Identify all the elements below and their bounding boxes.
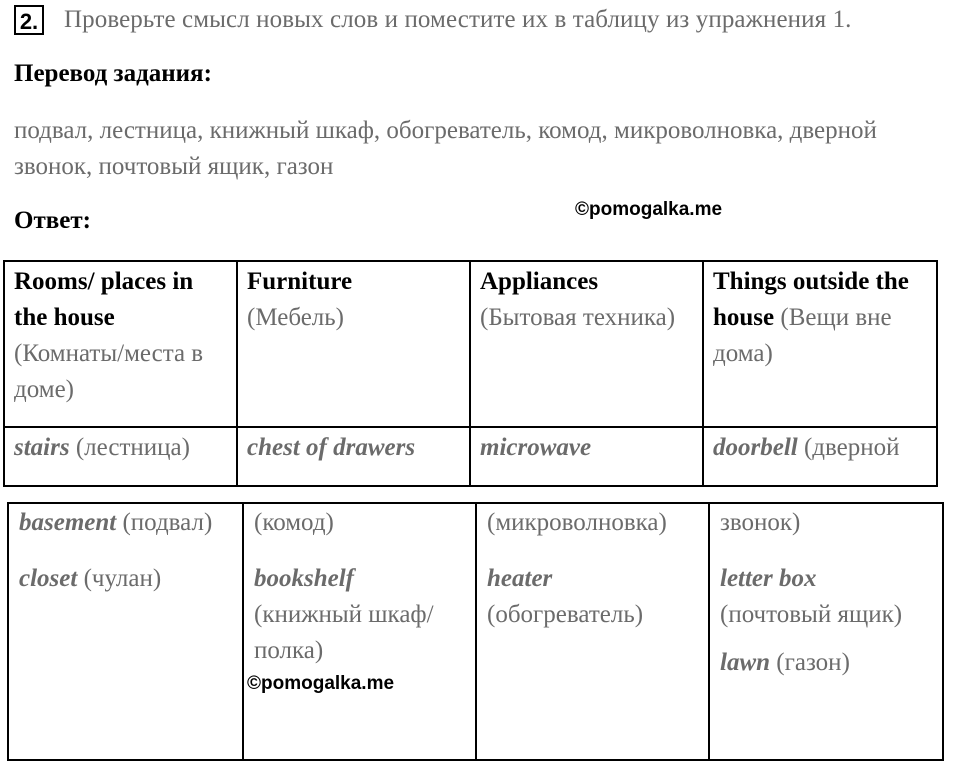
- word-translation: (дверной: [803, 434, 900, 461]
- table-cell: [703, 427, 937, 486]
- task-number-box: 2.: [14, 5, 44, 35]
- answer-heading: Ответ:: [14, 207, 91, 234]
- word-english: basement: [19, 509, 117, 536]
- answer-table-top: [3, 260, 938, 487]
- answer-table-bottom: [7, 502, 944, 761]
- table-row: [4, 427, 937, 486]
- task-line: [14, 3, 852, 37]
- header-cell-appliances: [470, 261, 703, 427]
- word-english: chest of drawers: [247, 434, 416, 461]
- word-translation: (обогреватель): [487, 601, 644, 628]
- table-cell-rooms: [8, 503, 243, 760]
- watermark: ©pomogalka.me: [575, 199, 723, 220]
- word-translation: (книжный шкаф/полка): [254, 601, 434, 664]
- translation-heading: Перевод задания:: [14, 60, 212, 87]
- word-translation: (почтовый ящик): [720, 601, 903, 628]
- header-title: Things outside the house: [713, 268, 909, 331]
- header-title: Appliances: [480, 268, 599, 295]
- table-cell-appliances: [476, 503, 709, 760]
- task-instruction: Проверьте смысл новых слов и поместите их в таблицу из упражнения 1.: [64, 6, 852, 33]
- header-title: Rooms/ places in the house: [14, 268, 194, 331]
- word-english: letter box: [720, 565, 817, 592]
- header-cell-furniture: [237, 261, 470, 427]
- table-cell: [4, 427, 237, 486]
- header-cell-outside: [703, 261, 937, 427]
- word-translation-continued: звонок): [720, 509, 801, 536]
- word-translation-continued: (комод): [254, 509, 334, 536]
- table-cell-furniture: [243, 503, 476, 760]
- watermark: ©pomogalka.me: [247, 673, 395, 694]
- header-cell-rooms: [4, 261, 237, 427]
- translation-text: подвал, лестница, книжный шкаф, обогреватель, комод, микроволновка, дверной звонок, почтовый ящик, газон: [14, 117, 877, 180]
- table-cell: [470, 427, 703, 486]
- header-title: Furniture: [247, 268, 353, 295]
- table-header-row: [4, 261, 937, 427]
- word-english: lawn: [720, 649, 771, 676]
- word-translation: (лестница): [75, 434, 190, 461]
- header-subtitle: (Вещи вне дома): [713, 304, 892, 367]
- word-english: stairs: [14, 434, 70, 461]
- word-translation: (газон): [776, 649, 850, 676]
- header-subtitle: (Мебель): [247, 304, 345, 331]
- word-translation: (подвал): [122, 509, 213, 536]
- table-row: [8, 503, 943, 760]
- header-subtitle: (Комнаты/места в доме): [14, 340, 204, 403]
- word-english: microwave: [480, 434, 592, 461]
- word-english: bookshelf: [254, 565, 354, 592]
- word-translation-continued: (микроволновка): [487, 509, 667, 536]
- table-cell: [237, 427, 470, 486]
- word-english: closet: [19, 565, 78, 592]
- word-translation: (чулан): [83, 565, 162, 592]
- header-subtitle: (Бытовая техника): [480, 304, 676, 331]
- table-cell-outside: [709, 503, 943, 760]
- word-english: doorbell: [713, 434, 798, 461]
- word-english: heater: [487, 565, 553, 592]
